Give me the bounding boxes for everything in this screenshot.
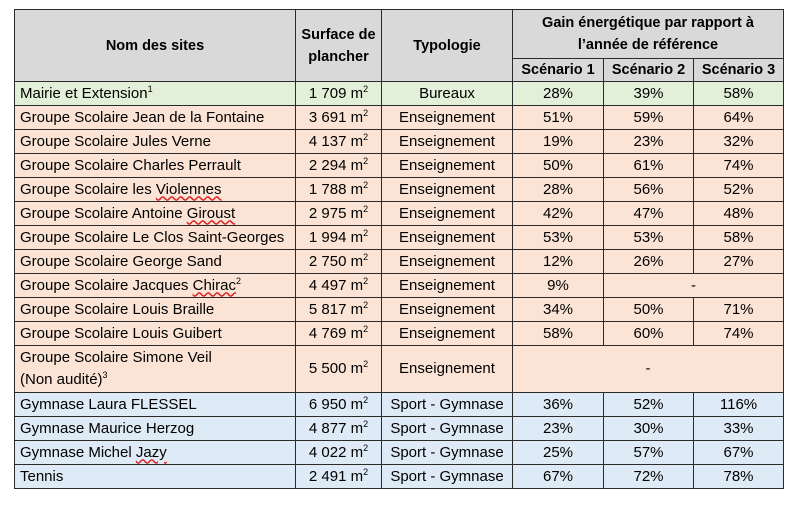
surface-cell: [296, 322, 382, 346]
surface-unit: m: [350, 180, 364, 198]
site-name-text: Groupe Scolaire Le Clos Saint-Georges: [20, 228, 285, 246]
scenario-3-gain-cell: 78%: [694, 465, 784, 489]
header-surface: Surface de plancher: [296, 10, 382, 82]
surface-unit-exponent: 2: [363, 179, 369, 190]
surface-cell: [296, 226, 382, 250]
surface-value: 1 709: [308, 84, 347, 102]
typology-cell: Enseignement: [382, 130, 513, 154]
scenario-3-gain-cell: 67%: [694, 441, 784, 465]
scenario-1-gain-cell: 19%: [513, 130, 604, 154]
surface-unit: m: [350, 324, 364, 342]
site-name-cell: [15, 106, 296, 130]
site-name-text: Groupe Scolaire George Sand: [20, 252, 222, 270]
surface-unit: m: [350, 252, 364, 270]
surface-unit-exponent: 2: [363, 394, 369, 405]
scenario-2-gain-cell: 56%: [604, 178, 694, 202]
surface-value: 2 294: [308, 156, 347, 174]
scenario-2-gain-cell: 26%: [604, 250, 694, 274]
surface-unit: m: [350, 419, 364, 437]
surface-value: 5 500: [308, 360, 347, 377]
site-name-text: Groupe Scolaire Jules Verne: [20, 132, 211, 150]
surface-cell: [296, 346, 382, 393]
table-row: [15, 82, 784, 106]
surface-value: 2 750: [308, 252, 347, 270]
surface-unit-exponent: 2: [363, 107, 369, 118]
site-name-cell: [15, 274, 296, 298]
scenario-3-gain-cell: 74%: [694, 154, 784, 178]
scenario-1-gain-cell: 42%: [513, 202, 604, 226]
scenario-3-gain-cell: 64%: [694, 106, 784, 130]
table-row: [15, 154, 784, 178]
surface-unit: m: [350, 108, 364, 126]
scenario-3-gain-cell: 74%: [694, 322, 784, 346]
surface-unit: m: [350, 276, 364, 294]
site-name-cell: [15, 250, 296, 274]
surface-value: 4 137: [308, 132, 347, 150]
footnote-marker: 3: [102, 370, 108, 380]
site-name-cell: [15, 298, 296, 322]
scenario-2-gain-cell: 57%: [604, 441, 694, 465]
surface-cell: [296, 82, 382, 106]
scenario-1-gain-cell: 53%: [513, 226, 604, 250]
surface-cell: [296, 106, 382, 130]
table-row: [15, 465, 784, 489]
site-name-text: Groupe Scolaire Jacques: [20, 276, 193, 294]
site-name-cell: [15, 130, 296, 154]
typology-cell: Enseignement: [382, 202, 513, 226]
surface-cell: [296, 130, 382, 154]
site-name-cell: [15, 393, 296, 417]
typology-cell: Enseignement: [382, 346, 513, 393]
surface-cell: [296, 178, 382, 202]
surface-unit-exponent: 2: [363, 418, 369, 429]
typology-cell: Sport - Gymnase: [382, 441, 513, 465]
scenario-2-gain-cell: 59%: [604, 106, 694, 130]
surface-cell: [296, 154, 382, 178]
site-name-text: Groupe Scolaire Antoine: [20, 204, 187, 222]
surface-value: 4 022: [308, 443, 347, 461]
site-name-text: Gymnase Laura FLESSEL: [20, 395, 197, 413]
surface-cell: [296, 298, 382, 322]
footnote-marker: 1: [147, 83, 153, 94]
scenario-2-gain-cell: 72%: [604, 465, 694, 489]
surface-unit-exponent: 2: [363, 466, 369, 477]
table-row: [15, 393, 784, 417]
site-name-cell: [15, 322, 296, 346]
scenario-2-gain-cell: 30%: [604, 417, 694, 441]
scenario-1-gain-cell: 12%: [513, 250, 604, 274]
table-row: [15, 226, 784, 250]
surface-unit: m: [350, 300, 364, 318]
scenario-1-gain-cell: 51%: [513, 106, 604, 130]
site-name-cell: [15, 346, 296, 393]
site-name-cell: [15, 178, 296, 202]
table-row: [15, 250, 784, 274]
site-name-cell: [15, 202, 296, 226]
surface-unit-exponent: 2: [363, 359, 369, 369]
typology-cell: Sport - Gymnase: [382, 465, 513, 489]
header-scenario-3: Scénario 3: [694, 59, 784, 82]
scenario-2-gain-cell: 53%: [604, 226, 694, 250]
site-name-text: Chirac: [192, 276, 236, 294]
site-name-text: Jazy: [135, 443, 167, 461]
scenario-2-gain-cell: 60%: [604, 322, 694, 346]
site-name-text: Violennes: [155, 180, 222, 198]
header-typology: Typologie: [382, 10, 513, 82]
surface-unit: m: [350, 84, 364, 102]
scenario-3-gain-cell: 58%: [694, 82, 784, 106]
surface-cell: [296, 274, 382, 298]
surface-cell: [296, 393, 382, 417]
header-row: [15, 10, 784, 59]
typology-cell: Enseignement: [382, 250, 513, 274]
table-row: [15, 441, 784, 465]
scenario-3-gain-cell: 27%: [694, 250, 784, 274]
typology-cell: Enseignement: [382, 322, 513, 346]
table-row: [15, 202, 784, 226]
site-name-cell: [15, 154, 296, 178]
site-name-text: Gymnase Michel: [20, 443, 136, 461]
surface-unit-exponent: 2: [363, 83, 369, 94]
surface-unit: m: [350, 395, 364, 413]
scenario-1-gain-cell: 36%: [513, 393, 604, 417]
table-row: [15, 346, 784, 393]
surface-cell: [296, 441, 382, 465]
surface-unit: m: [350, 204, 364, 222]
surface-value: 1 994: [308, 228, 347, 246]
surface-value: 1 788: [308, 180, 347, 198]
typology-cell: Enseignement: [382, 154, 513, 178]
table-row: [15, 130, 784, 154]
surface-unit-exponent: 2: [363, 251, 369, 262]
site-name-cell: [15, 82, 296, 106]
table-row: [15, 417, 784, 441]
typology-cell: Sport - Gymnase: [382, 417, 513, 441]
typology-cell: Enseignement: [382, 106, 513, 130]
table-row: [15, 322, 784, 346]
site-name-text: Groupe Scolaire Charles Perrault: [20, 156, 241, 174]
site-name-cell: [15, 417, 296, 441]
surface-unit-exponent: 2: [363, 203, 369, 214]
surface-value: 2 491: [308, 467, 347, 485]
surface-value: 4 497: [308, 276, 347, 294]
site-name-text: Giroust: [186, 204, 236, 222]
scenario-1-gain-cell: 9%: [513, 274, 604, 298]
scenario-2-gain-cell: 39%: [604, 82, 694, 106]
surface-unit: m: [350, 360, 364, 377]
site-name-cell: [15, 441, 296, 465]
site-name-text: Mairie et Extension: [20, 84, 148, 102]
surface-unit: m: [350, 467, 364, 485]
surface-cell: [296, 202, 382, 226]
scenario-2-gain-cell: 52%: [604, 393, 694, 417]
site-name-text: Gymnase Maurice Herzog: [20, 419, 195, 437]
header-scenario-2: Scénario 2: [604, 59, 694, 82]
scenario-1-gain-cell: 58%: [513, 322, 604, 346]
surface-unit: m: [350, 228, 364, 246]
table-body: [15, 82, 784, 489]
site-name-text: Groupe Scolaire Simone Veil: [20, 349, 212, 366]
surface-cell: [296, 250, 382, 274]
scenario-3-gain-cell: 33%: [694, 417, 784, 441]
surface-unit-exponent: 2: [363, 299, 369, 310]
surface-unit-exponent: 2: [363, 275, 369, 286]
surface-cell: [296, 465, 382, 489]
header-energy-gain: Gain énergétique par rapport à l’année de référence: [513, 10, 784, 59]
scenario-3-gain-cell: 48%: [694, 202, 784, 226]
footnote-marker: 2: [235, 275, 241, 286]
typology-cell: Sport - Gymnase: [382, 393, 513, 417]
surface-value: 6 950: [308, 395, 347, 413]
scenario-3-gain-cell: 32%: [694, 130, 784, 154]
typology-cell: Enseignement: [382, 226, 513, 250]
typology-cell: Enseignement: [382, 298, 513, 322]
surface-unit-exponent: 2: [363, 442, 369, 453]
scenario-gain-cell: -: [513, 346, 784, 393]
site-name-cell: [15, 226, 296, 250]
surface-value: 4 877: [308, 419, 347, 437]
table-row: [15, 274, 784, 298]
surface-value: 3 691: [308, 108, 347, 126]
site-name-text: Groupe Scolaire Louis Guibert: [20, 324, 222, 342]
surface-cell: [296, 417, 382, 441]
scenario-1-gain-cell: 28%: [513, 82, 604, 106]
scenario-1-gain-cell: 34%: [513, 298, 604, 322]
table-row: [15, 298, 784, 322]
table-row: [15, 106, 784, 130]
scenario-2-gain-cell: 50%: [604, 298, 694, 322]
surface-value: 4 769: [308, 324, 347, 342]
typology-cell: Enseignement: [382, 178, 513, 202]
typology-cell: Enseignement: [382, 274, 513, 298]
surface-value: 2 975: [308, 204, 347, 222]
energy-gain-table: [14, 9, 784, 489]
scenario-1-gain-cell: 23%: [513, 417, 604, 441]
scenario-1-gain-cell: 28%: [513, 178, 604, 202]
surface-unit-exponent: 2: [363, 323, 369, 334]
scenario-2-gain-cell: 23%: [604, 130, 694, 154]
scenario-3-gain-cell: 71%: [694, 298, 784, 322]
site-name-text: Groupe Scolaire Louis Braille: [20, 300, 215, 318]
site-name-cell: [15, 465, 296, 489]
scenario-2-gain-cell: 47%: [604, 202, 694, 226]
table-row: [15, 178, 784, 202]
site-name-text: Groupe Scolaire Jean de la Fontaine: [20, 108, 265, 126]
site-name-text: Tennis: [20, 467, 64, 485]
typology-cell: Bureaux: [382, 82, 513, 106]
surface-unit-exponent: 2: [363, 155, 369, 166]
site-name-text: (Non audité): [20, 371, 103, 388]
scenario-1-gain-cell: 50%: [513, 154, 604, 178]
scenario-2-gain-cell: 61%: [604, 154, 694, 178]
surface-value: 5 817: [308, 300, 347, 318]
scenario-3-gain-cell: 116%: [694, 393, 784, 417]
scenario-1-gain-cell: 25%: [513, 441, 604, 465]
scenario-3-gain-cell: 52%: [694, 178, 784, 202]
surface-unit: m: [350, 156, 364, 174]
surface-unit: m: [350, 132, 364, 150]
surface-unit-exponent: 2: [363, 131, 369, 142]
site-name-text: Groupe Scolaire les: [20, 180, 156, 198]
scenario-gain-cell: -: [604, 274, 784, 298]
header-scenario-1: Scénario 1: [513, 59, 604, 82]
surface-unit-exponent: 2: [363, 227, 369, 238]
scenario-1-gain-cell: 67%: [513, 465, 604, 489]
scenario-3-gain-cell: 58%: [694, 226, 784, 250]
surface-unit: m: [350, 443, 364, 461]
header-site-name: Nom des sites: [15, 10, 296, 82]
